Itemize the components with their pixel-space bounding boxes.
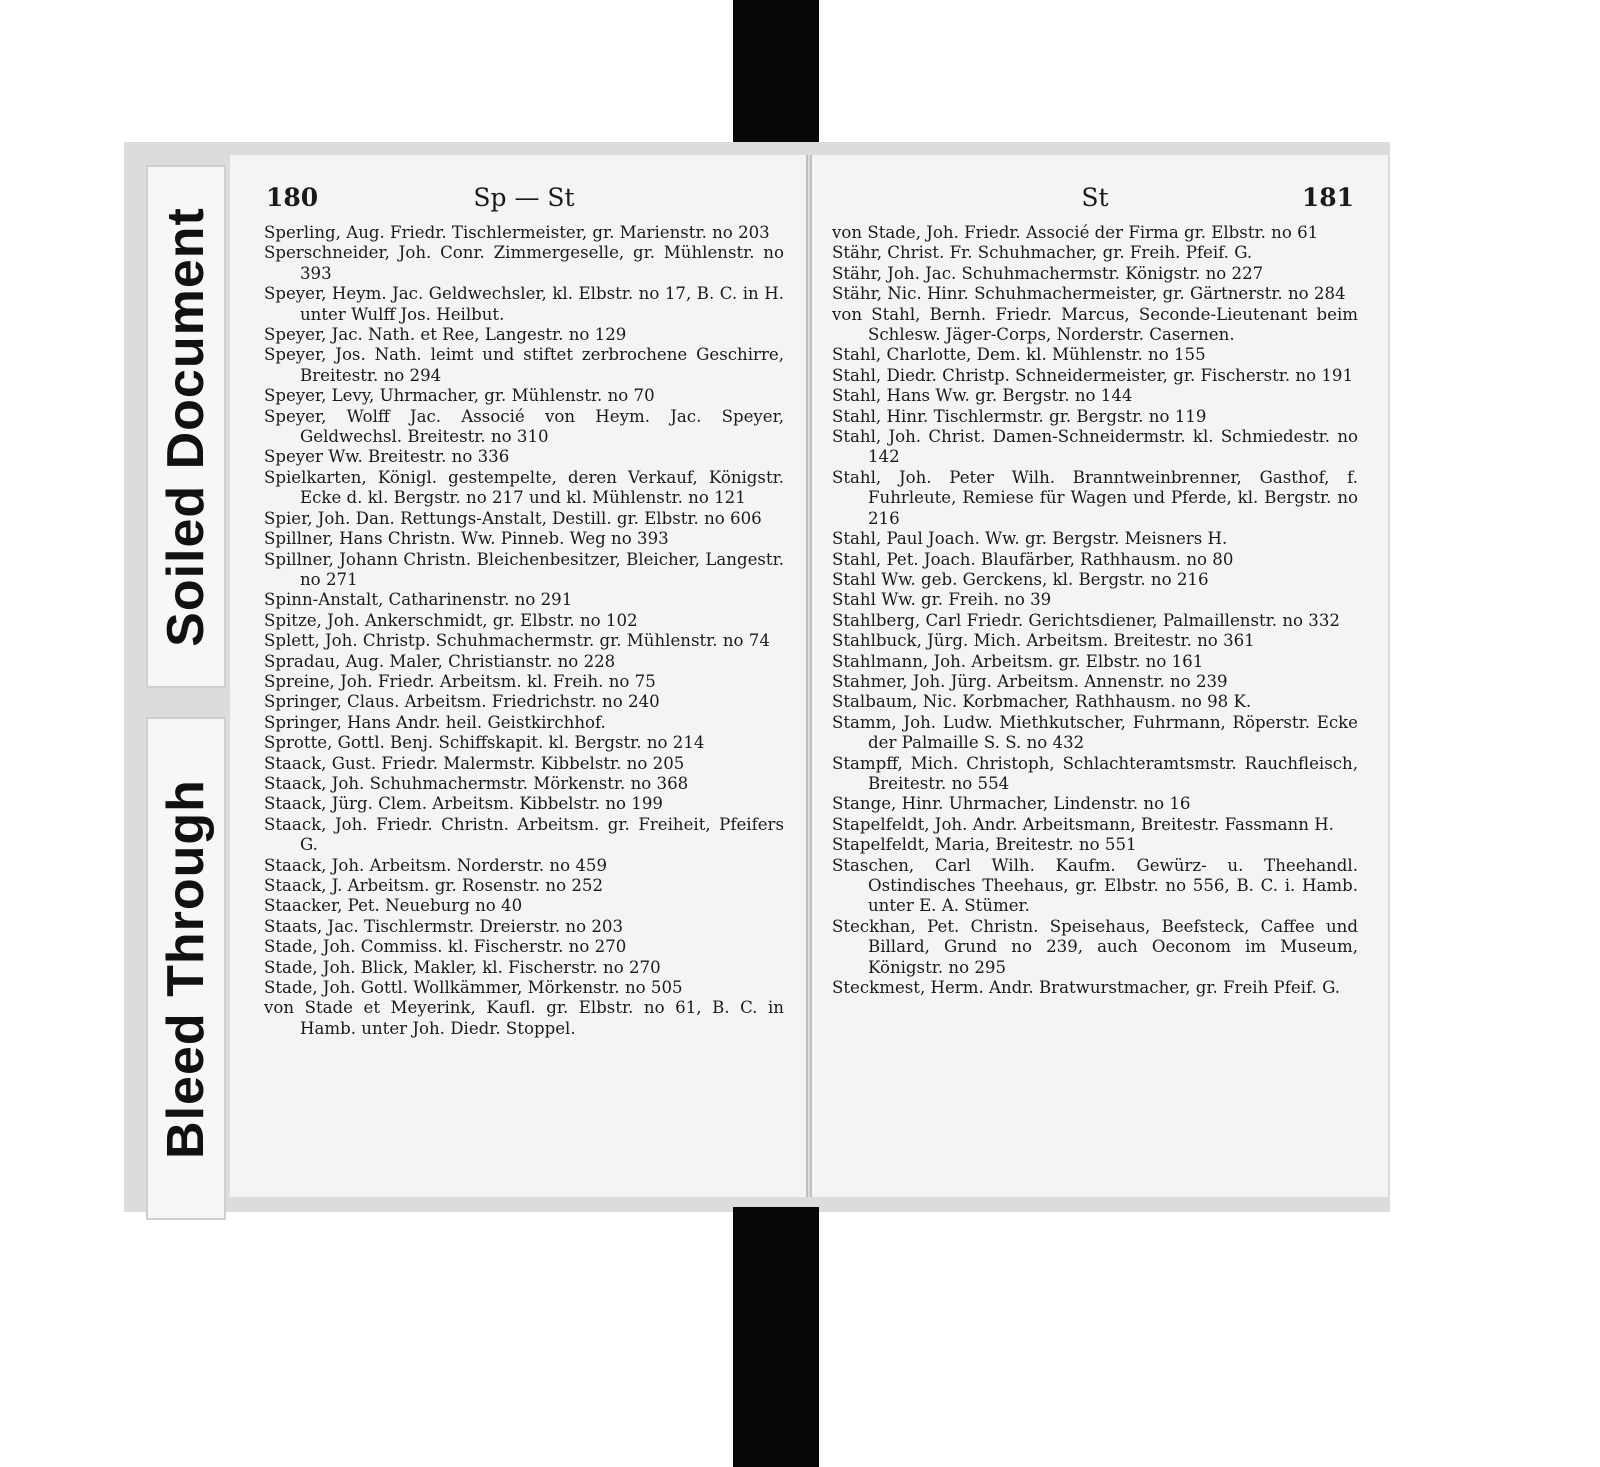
directory-entry: Stade, Joh. Gottl. Wollkämmer, Mörkenstr. no 505 xyxy=(264,978,683,998)
directory-entry: Spillner, Johann Christn. Bleichenbesitzer, Bleicher, Langestr. no 271 xyxy=(264,549,784,589)
directory-entry: Sperling, Aug. Friedr. Tischlermeister, gr. Marienstr. no 203 xyxy=(264,223,770,242)
directory-entry: Sperschneider, Joh. Conr. Zimmergeselle, gr. Mühlenstr. no 393 xyxy=(264,243,784,283)
directory-entry: Stahl, Joh. Peter Wilh. Branntweinbrenner, Gasthof, f. Fuhrleute, Remiese für Wagen und Pferde, kl. Bergstr. no 216 xyxy=(832,467,1358,528)
soiled-document-text: Soiled Document xyxy=(157,206,215,647)
directory-entry: Spradau, Aug. Maler, Christianstr. no 228 xyxy=(264,651,616,671)
directory-entry: von Stahl, Bernh. Friedr. Marcus, Seconde-Lieutenant beim Schlesw. Jäger-Corps, Norderstr. Casernen. xyxy=(832,304,1358,345)
right-page-range: St xyxy=(1081,183,1109,212)
directory-entry: Springer, Claus. Arbeitsm. Friedrichstr. no 240 xyxy=(264,692,660,712)
directory-entry: Stange, Hinr. Uhrmacher, Lindenstr. no 16 xyxy=(832,794,1191,814)
directory-entry: von Stade, Joh. Friedr. Associé der Firma gr. Elbstr. no 61 xyxy=(832,223,1319,242)
directory-entry: Stahl Ww. geb. Gerckens, kl. Bergstr. no 216 xyxy=(832,569,1209,589)
directory-entry: Stade, Joh. Commiss. kl. Fischerstr. no 270 xyxy=(264,937,627,957)
directory-entry: Stampff, Mich. Christoph, Schlachteramtsmstr. Rauchfleisch, Breitestr. no 554 xyxy=(832,753,1358,793)
left-page-range: Sp — St xyxy=(473,183,575,212)
directory-entry: Staack, J. Arbeitsm. gr. Rosenstr. no 252 xyxy=(264,876,604,895)
directory-entry: Steckmest, Herm. Andr. Bratwurstmacher, gr. Freih Pfeif. G. xyxy=(832,978,1341,998)
left-page-header xyxy=(264,183,784,217)
directory-entry: Stahl, Pet. Joach. Blaufärber, Rathhausm. no 80 xyxy=(832,549,1234,569)
bleed-through-text: Bleed Through xyxy=(157,778,215,1159)
right-page xyxy=(810,155,1388,1197)
left-page xyxy=(230,155,808,1197)
directory-entry: Speyer, Heym. Jac. Geldwechsler, kl. Elbstr. no 17, B. C. in H. unter Wulff Jos. Heilbut. xyxy=(264,284,784,324)
directory-entry: Spielkarten, Königl. gestempelte, deren Verkauf, Königstr. Ecke d. kl. Bergstr. no 217 und kl. Mühlenstr. no 121 xyxy=(264,467,784,508)
directory-entry: Staschen, Carl Wilh. Kaufm. Gewürz- u. Theehandl. Ostindisches Theehaus, gr. Elbstr. no 556, B. C. i. Hamb. unter E. A. Stümer. xyxy=(832,855,1358,916)
directory-entry: Spillner, Hans Christn. Ww. Pinneb. Weg no 393 xyxy=(264,529,669,549)
directory-entry: Spreine, Joh. Friedr. Arbeitsm. kl. Freih. no 75 xyxy=(264,671,656,691)
binding-spine-bottom xyxy=(733,1207,819,1467)
directory-entry: Stahlbuck, Jürg. Mich. Arbeitsm. Breitestr. no 361 xyxy=(832,631,1255,651)
directory-entry: Stapelfeldt, Maria, Breitestr. no 551 xyxy=(832,835,1137,855)
directory-entry: Springer, Hans Andr. heil. Geistkirchhof. xyxy=(264,712,606,732)
directory-entry: Stahl, Diedr. Christp. Schneidermeister, gr. Fischerstr. no 191 xyxy=(832,365,1354,385)
directory-entry: Stahl Ww. gr. Freih. no 39 xyxy=(832,590,1052,610)
directory-entry: Staack, Joh. Schuhmachermstr. Mörkenstr. no 368 xyxy=(264,773,689,793)
directory-entry: Spitze, Joh. Ankerschmidt, gr. Elbstr. no 102 xyxy=(264,610,638,630)
bleed-through-label xyxy=(146,717,226,1220)
directory-entry: Spinn-Anstalt, Catharinenstr. no 291 xyxy=(264,590,573,610)
directory-entry: Staack, Gust. Friedr. Malermstr. Kibbelstr. no 205 xyxy=(264,753,685,773)
directory-entry: Speyer Ww. Breitestr. no 336 xyxy=(264,447,510,467)
directory-entry: Speyer, Jos. Nath. leimt und stiftet zerbrochene Geschirre, Breitestr. no 294 xyxy=(264,345,784,385)
directory-entry: Staack, Joh. Friedr. Christn. Arbeitsm. gr. Freiheit, Pfeifers G. xyxy=(264,814,784,855)
soiled-document-label xyxy=(146,165,226,688)
directory-entry: Staack, Joh. Arbeitsm. Norderstr. no 459 xyxy=(264,855,608,875)
left-page-entries xyxy=(264,223,784,1039)
directory-entry: Splett, Joh. Christp. Schuhmachermstr. gr. Mühlenstr. no 74 xyxy=(264,631,770,651)
binding-spine-top xyxy=(733,0,819,152)
directory-entry: Staats, Jac. Tischlermstr. Dreierstr. no 203 xyxy=(264,916,624,936)
right-page-entries xyxy=(832,223,1358,998)
directory-entry: Staack, Jürg. Clem. Arbeitsm. Kibbelstr. no 199 xyxy=(264,794,663,814)
right-page-header xyxy=(832,183,1358,217)
directory-entry: Stähr, Nic. Hinr. Schuhmachermeister, gr. Gärtnerstr. no 284 xyxy=(832,284,1346,304)
directory-entry: Steckhan, Pet. Christn. Speisehaus, Beefsteck, Caffee und Billard, Grund no 239, auch Oeconom im Museum, Königstr. no 295 xyxy=(832,916,1358,977)
directory-entry: Stapelfeldt, Joh. Andr. Arbeitsmann, Breitestr. Fassmann H. xyxy=(832,814,1334,834)
directory-entry: von Stade et Meyerink, Kaufl. gr. Elbstr. no 61, B. C. in Hamb. unter Joh. Diedr. Stoppel. xyxy=(264,998,784,1038)
directory-entry: Spier, Joh. Dan. Rettungs-Anstalt, Destill. gr. Elbstr. no 606 xyxy=(264,508,762,528)
directory-entry: Stahl, Joh. Christ. Damen-Schneidermstr. kl. Schmiedestr. no 142 xyxy=(832,427,1358,467)
directory-entry: Staacker, Pet. Neueburg no 40 xyxy=(264,896,523,916)
directory-entry: Stähr, Joh. Jac. Schuhmachermstr. Königstr. no 227 xyxy=(832,263,1264,283)
directory-entry: Stahl, Hans Ww. gr. Bergstr. no 144 xyxy=(832,386,1133,406)
directory-entry: Speyer, Levy, Uhrmacher, gr. Mühlenstr. no 70 xyxy=(264,386,655,406)
directory-entry: Stahlberg, Carl Friedr. Gerichtsdiener, Palmaillenstr. no 332 xyxy=(832,610,1340,630)
directory-entry: Stahl, Paul Joach. Ww. gr. Bergstr. Meisners H. xyxy=(832,529,1228,549)
directory-entry: Speyer, Wolff Jac. Associé von Heym. Jac. Speyer, Geldwechsl. Breitestr. no 310 xyxy=(264,406,784,447)
directory-entry: Sprotte, Gottl. Benj. Schiffskapit. kl. Bergstr. no 214 xyxy=(264,733,705,753)
directory-entry: Stahlmann, Joh. Arbeitsm. gr. Elbstr. no 161 xyxy=(832,651,1204,671)
directory-entry: Stähr, Christ. Fr. Schuhmacher, gr. Freih. Pfeif. G. xyxy=(832,243,1253,263)
right-page-number: 181 xyxy=(1301,183,1354,212)
directory-entry: Stamm, Joh. Ludw. Miethkutscher, Fuhrmann, Röperstr. Ecke der Palmaille S. S. no 432 xyxy=(832,712,1358,753)
directory-entry: Stahl, Charlotte, Dem. kl. Mühlenstr. no 155 xyxy=(832,345,1206,365)
directory-entry: Stade, Joh. Blick, Makler, kl. Fischerstr. no 270 xyxy=(264,957,661,977)
directory-entry: Stahmer, Joh. Jürg. Arbeitsm. Annenstr. no 239 xyxy=(832,671,1228,691)
directory-entry: Stahl, Hinr. Tischlermstr. gr. Bergstr. no 119 xyxy=(832,406,1207,426)
directory-entry: Speyer, Jac. Nath. et Ree, Langestr. no 129 xyxy=(264,325,627,345)
left-page-number: 180 xyxy=(266,183,319,212)
directory-entry: Stalbaum, Nic. Korbmacher, Rathhausm. no 98 K. xyxy=(832,692,1252,712)
